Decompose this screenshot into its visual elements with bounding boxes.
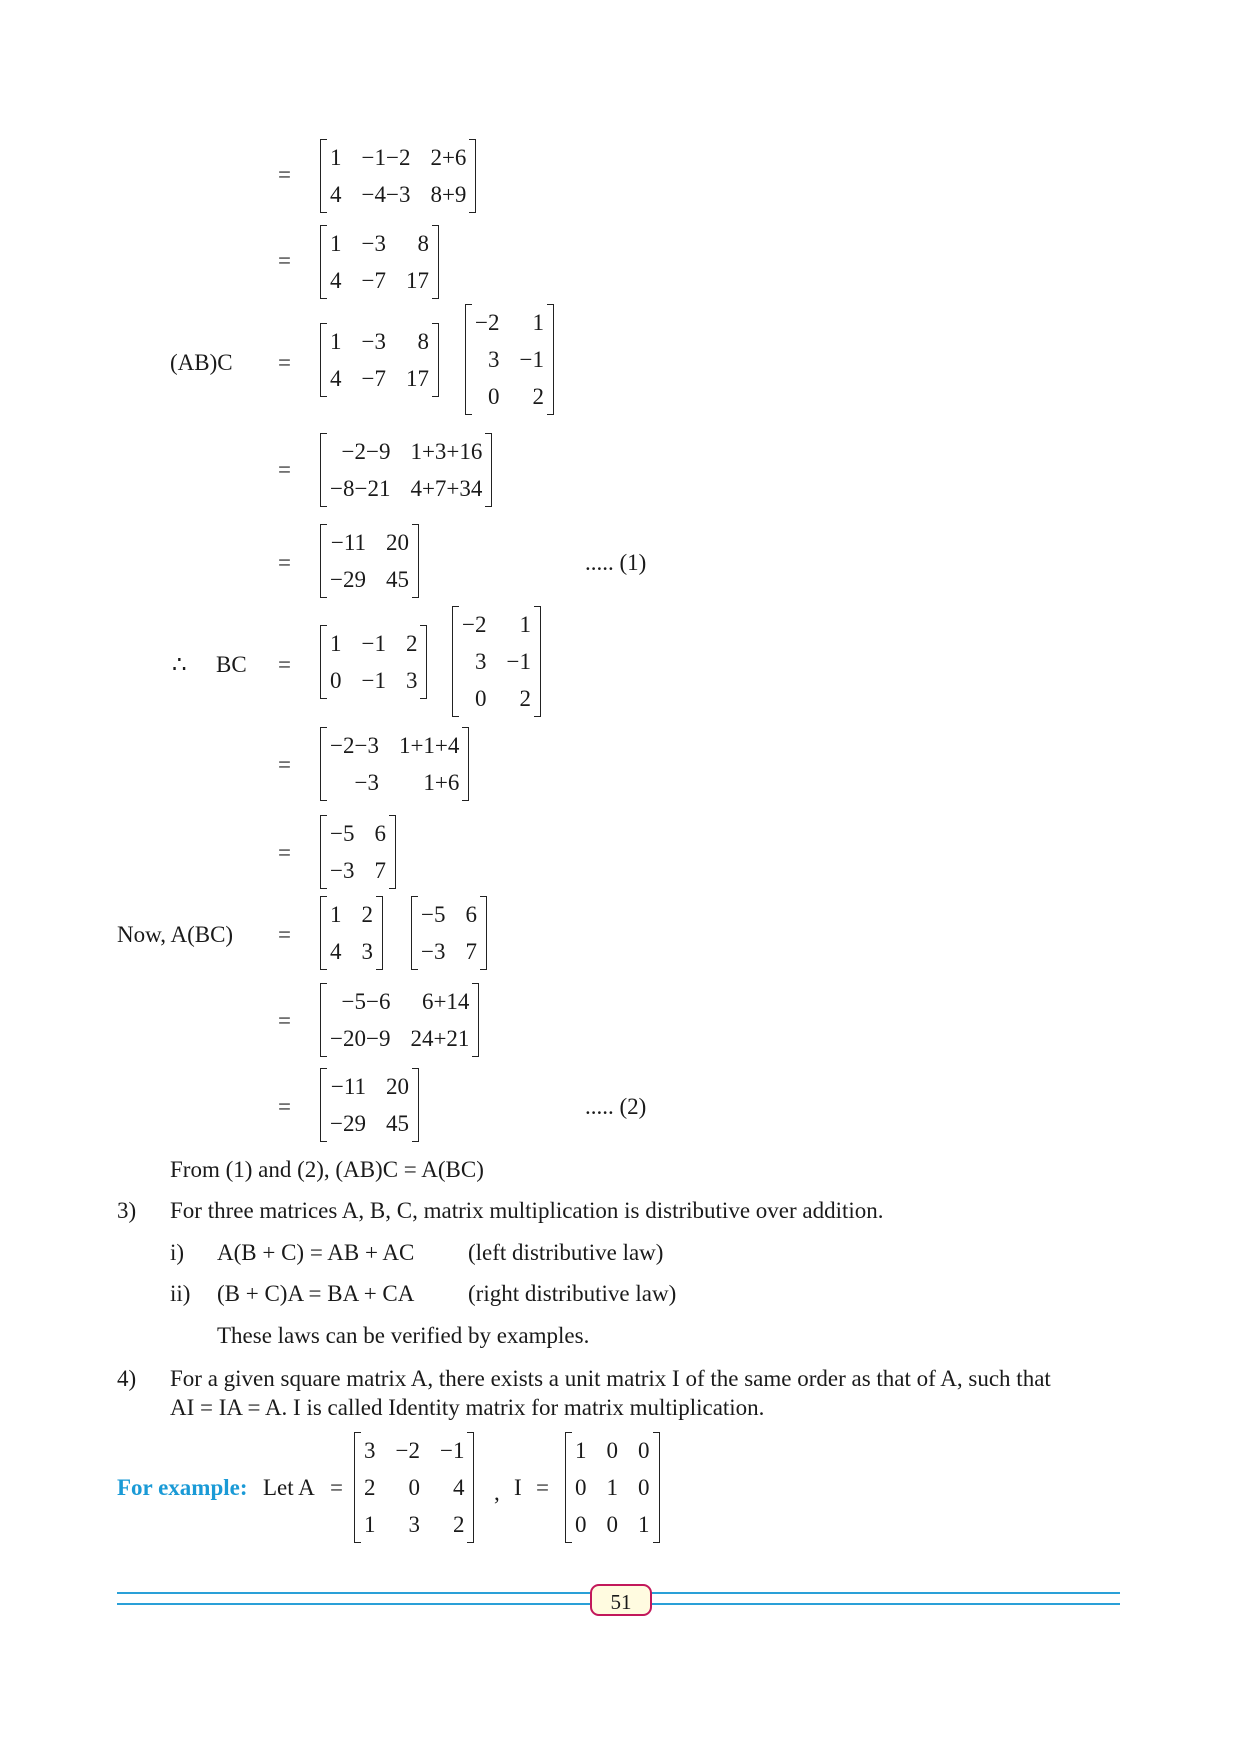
page-number: 51 [590,1584,652,1616]
matrix [320,433,492,507]
equals-sign: = [278,652,291,677]
verify-text: These laws can be verified by examples. [217,1323,590,1348]
matrix [320,727,469,801]
matrix-cell: 0 [487,384,500,409]
matrix-cell: 3 [487,347,500,372]
matrix-cell: 3 [405,668,418,693]
matrix-cell: 7 [465,939,477,964]
matrix-cell: −1 [519,347,544,372]
equals-sign: = [278,457,291,482]
equals-sign: = [536,1475,549,1500]
matrix-cell: 0 [638,1475,650,1500]
bracket-left [411,896,418,970]
item-4-number: 4) [117,1366,137,1391]
matrix-cell: 0 [474,686,487,711]
matrix-cell: 1+3+16 [410,439,483,464]
matrix [320,225,439,299]
bracket-right [485,433,492,507]
bracket-right [480,896,487,970]
matrix-cell: 1 [364,1512,376,1537]
matrix-cell: 6+14 [421,989,470,1014]
matrix-cell: 2 [361,902,373,927]
let-a-label: Let A [263,1475,315,1500]
matrix-cell: −1 [506,649,531,674]
equals-sign: = [278,550,291,575]
matrix-cell: −7 [361,366,386,391]
item-3-number: 3) [117,1198,137,1223]
bracket-left [465,304,472,415]
equals-sign: = [278,248,291,273]
equation-tag-2: ..... (2) [585,1094,647,1119]
matrix-cell: 24+21 [410,1026,470,1051]
matrix-cell: 2 [519,686,531,711]
matrix-cell: 1 [519,612,531,637]
for-example-label: For example: [117,1475,248,1500]
matrix-cell: 1 [606,1475,618,1500]
matrix [320,524,419,598]
bracket-right [376,896,383,970]
equals-sign: = [278,350,291,375]
bracket-right [653,1432,660,1543]
matrix-cell: −1 [439,1438,465,1463]
matrix-cell: 0 [638,1438,650,1463]
bracket-left [320,323,327,397]
matrix-cell: 1+1+4 [398,733,460,758]
matrix-cell: 2 [364,1475,376,1500]
matrix-cell: 3 [361,939,373,964]
equals-sign: = [278,1094,291,1119]
matrix [320,139,476,213]
matrix-cell: −2 [475,310,500,335]
matrix-cell: 8 [417,329,429,354]
bracket-left [320,625,327,699]
label-bc: BC [216,652,247,677]
sub-item-ii-equation: (B + C)A = BA + CA [217,1281,415,1306]
matrix-cell: 2 [405,631,418,656]
sub-item-i-number: i) [170,1240,185,1265]
matrix-cell: 4 [330,939,342,964]
item-3-text: For three matrices A, B, C, matrix multiplication is distributive over addition. [170,1198,884,1223]
matrix-cell: 20 [385,1074,409,1099]
bracket-left [320,727,327,801]
matrix-cell: 3 [474,649,487,674]
equals-sign: = [278,922,291,947]
matrix-cell: −20−9 [330,1026,391,1051]
matrix-cell: −3 [330,858,355,883]
bracket-left [320,983,327,1057]
label-ab-c: (AB)C [170,350,233,375]
matrix-cell: 1 [330,329,342,354]
matrix-cell: −7 [361,268,386,293]
bracket-left [320,139,327,213]
bracket-left [565,1432,572,1543]
matrix-cell: −2 [395,1438,420,1463]
bracket-left [320,524,327,598]
sub-item-i-equation: A(B + C) = AB + AC [217,1240,415,1265]
matrix-cell: −4−3 [361,182,411,207]
matrix-cell: 45 [385,1111,409,1136]
matrix-cell: 1 [330,145,342,170]
bracket-right [432,225,439,299]
matrix-cell: 0 [408,1475,420,1500]
matrix-cell: 1 [330,631,342,656]
bracket-right [472,983,479,1057]
matrix-cell: −8−21 [330,476,391,501]
matrix-cell: 4 [330,366,342,391]
equals-sign: = [278,162,291,187]
bracket-left [320,815,327,889]
bracket-right [534,606,541,717]
matrix-cell: 17 [405,366,429,391]
bracket-left [354,1432,361,1543]
comma: , [494,1480,500,1505]
matrix-cell: −5 [421,902,446,927]
matrix [452,606,541,717]
equation-tag-1: ..... (1) [585,550,647,575]
matrix-cell: 0 [606,1438,618,1463]
matrix [320,983,479,1057]
matrix-cell: 4+7+34 [410,476,483,501]
matrix-cell: 4 [452,1475,465,1500]
matrix-cell: −3 [361,329,386,354]
bracket-right [412,524,419,598]
matrix-cell: 8 [417,231,429,256]
therefore-symbol: ∴ [172,652,187,677]
bracket-right [469,139,476,213]
matrix-cell: −2−9 [341,439,391,464]
matrix-cell: 3 [364,1438,376,1463]
matrix-cell: 0 [606,1512,618,1537]
bracket-left [320,896,327,970]
bracket-left [320,1068,327,1142]
matrix-cell: 4 [330,268,342,293]
matrix-cell: 2 [452,1512,465,1537]
equals-sign: = [278,840,291,865]
matrix-cell: −29 [330,567,366,592]
matrix-cell: 0 [330,668,342,693]
matrix-cell: 1 [638,1512,650,1537]
matrix-a [354,1432,474,1543]
matrix [465,304,554,415]
matrix-cell: −1−2 [361,145,411,170]
matrix-cell: −1 [361,631,386,656]
matrix-cell: 0 [575,1512,587,1537]
matrix-cell: −1 [361,668,386,693]
matrix [320,1068,419,1142]
matrix-cell: 1 [330,902,342,927]
bracket-left [320,433,327,507]
bracket-right [462,727,469,801]
matrix-cell: 17 [405,268,429,293]
matrix-cell: −11 [330,1074,366,1099]
matrix-cell: 8+9 [430,182,467,207]
sub-item-ii-number: ii) [170,1281,191,1306]
bracket-right [420,625,427,699]
matrix-cell: 1 [532,310,544,335]
equals-sign: = [330,1475,343,1500]
sub-item-i-law: (left distributive law) [468,1240,664,1265]
matrix-cell: −2 [462,612,487,637]
matrix-identity [565,1432,660,1543]
matrix-cell: 45 [385,567,409,592]
matrix [411,896,487,970]
matrix-cell: 2+6 [430,145,467,170]
matrix-cell: 3 [408,1512,420,1537]
matrix-cell: −29 [330,1111,366,1136]
matrix [320,815,396,889]
equals-sign: = [278,1008,291,1033]
bracket-left [320,225,327,299]
matrix [320,625,427,699]
matrix-cell: 4 [330,182,342,207]
bracket-right [389,815,396,889]
matrix [320,323,439,397]
matrix-cell: −3 [361,231,386,256]
item-4-text-line-1: For a given square matrix A, there exists a unit matrix I of the same order as that of A, such that [170,1366,1051,1391]
matrix-cell: 6 [465,902,477,927]
matrix-cell: 20 [385,530,409,555]
matrix-cell: −5 [330,821,355,846]
matrix-cell: 7 [374,858,386,883]
matrix-cell: −11 [330,530,366,555]
matrix-cell: −3 [421,939,446,964]
matrix-cell: 1 [330,231,342,256]
matrix-cell: −2−3 [330,733,379,758]
bracket-left [452,606,459,717]
bracket-right [432,323,439,397]
bracket-right [412,1068,419,1142]
matrix [320,896,383,970]
identity-label: I [514,1475,522,1500]
matrix-cell: 0 [575,1475,587,1500]
sub-item-ii-law: (right distributive law) [468,1281,677,1306]
bracket-right [547,304,554,415]
matrix-cell: 2 [532,384,544,409]
equals-sign: = [278,752,291,777]
matrix-cell: −5−6 [341,989,391,1014]
item-4-text-line-2: AI = IA = A. I is called Identity matrix for matrix multiplication. [170,1395,765,1420]
conclusion-text: From (1) and (2), (AB)C = A(BC) [170,1157,484,1182]
matrix-cell: 6 [374,821,386,846]
bracket-right [467,1432,474,1543]
matrix-cell: 1+6 [423,770,460,795]
matrix-cell: 1 [575,1438,587,1463]
matrix-cell: −3 [354,770,379,795]
label-now-a-bc: Now, A(BC) [117,922,234,947]
